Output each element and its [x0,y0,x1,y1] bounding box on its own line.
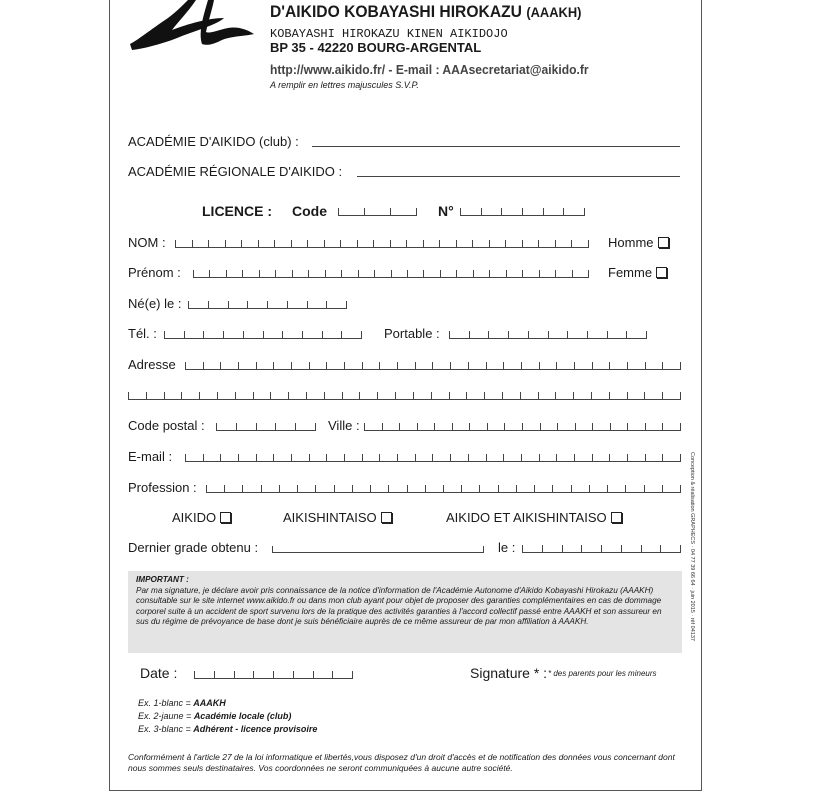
grade-date-field[interactable] [522,545,681,553]
prenom-label: Prénom : [128,265,181,280]
example-2: Ex. 2-jaune = Académie locale (club) [138,711,292,721]
fill-note: A remplir en lettres majuscules S.V.P. [270,80,419,90]
calligraphy-logo [128,0,258,52]
email-label: E-mail : [128,449,173,464]
code-postal-field[interactable] [216,423,316,431]
profession-field[interactable] [206,485,681,493]
profession-label: Profession : [128,480,197,495]
dernier-grade-label: Dernier grade obtenu : [128,540,259,555]
academie-club-label: ACADÉMIE D'AIKIDO (club) : [128,134,299,149]
licence-code-field[interactable] [338,208,417,216]
aikido-option[interactable]: AIKIDO [172,510,231,525]
web-email: http://www.aikido.fr/ - E-mail : AAAsecretariat@aikido.fr [270,62,589,77]
naissance-label: Né(e) le : [128,296,182,311]
naissance-field[interactable] [188,301,347,309]
code-postal-label: Code postal : [128,418,205,433]
tel-field[interactable] [164,331,362,339]
email-field[interactable] [185,454,681,462]
nom-field[interactable] [175,240,589,248]
postal-address: BP 35 - 42220 BOURG-ARGENTAL [270,40,482,55]
footer-legal: Conformément à l'article 27 de la loi informatique et libertés,vous disposez d'un droit d'accès et de notification des données vous concernant dont nous sommes seuls destinataires. Vos coordonnées ne seront communiquées à aucune autre société. [128,752,675,773]
academie-regionale-label: ACADÉMIE RÉGIONALE D'AIKIDO : [128,164,343,179]
prenom-field[interactable] [193,270,589,278]
aikido-checkbox[interactable] [220,512,231,523]
portable-label: Portable : [384,326,440,341]
code-label: Code [292,203,327,219]
important-notice [128,571,682,653]
date-label: Date : [140,665,178,681]
aikido-et-aikishintaiso-option[interactable]: AIKIDO ET AIKISHINTAISO [446,510,622,525]
femme-option[interactable]: Femme [608,265,667,280]
signature-label: Signature * : [470,665,548,681]
licence-label: LICENCE : [202,203,272,219]
aikishintaiso-checkbox[interactable] [381,512,392,523]
grade-date-label: le : [498,540,516,555]
femme-checkbox[interactable] [656,267,667,278]
aikido-et-aikishintaiso-checkbox[interactable] [611,512,622,523]
adresse-label: Adresse [128,357,176,372]
org-title: D'AIKIDO KOBAYASHI HIROKAZU (AAAKH) [270,2,582,21]
example-3: Ex. 3-blanc = Adhérent - licence provisoire [138,724,318,734]
aikishintaiso-option[interactable]: AIKISHINTAISO [283,510,392,525]
example-1: Ex. 1-blanc = AAAKH [138,698,226,708]
vertical-credit: Conception & réalisation GRAPHECS · 04 77 39 66 64 · juin 2015 · réf 04137 [689,452,695,641]
nom-label: NOM : [128,235,166,250]
homme-checkbox[interactable] [658,237,669,248]
important-title: IMPORTANT : [136,575,189,584]
important-text: Par ma signature, je déclare avoir pris connaissance de la notice d'information de l'Académie Autonome d'Aikido Kobayashi Hirokazu (AAAKH) consultable sur le site internet www.aikido.fr ou dans mon club ayant pour objet de proposer des garanties complémentaires en cas de dommage corporel suite à un accident de sport survenu lors de la pratique des activités garanties à l'accord collectif passé entre AAAKH et son assureur en sus du régime de prévoyance de base dont je suis bénéficiaire auprès de ce même assureur de par mon affiliation à AAAKH. [136,585,662,627]
dojo-name: KOBAYASHI HIROKAZU KINEN AIKIDOJO [270,27,508,41]
signature-note: * des parents pour les mineurs [548,669,657,678]
ville-label: Ville : [328,418,360,433]
licence-number-field[interactable] [460,208,585,216]
date-field[interactable] [194,671,353,679]
portable-field[interactable] [449,331,647,339]
numero-label: N° [438,203,454,219]
homme-option[interactable]: Homme [608,235,669,250]
academie-regionale-field[interactable] [357,176,680,177]
ville-field[interactable] [364,423,681,431]
adresse-field-2[interactable] [128,392,681,400]
tel-label: Tél. : [128,326,157,341]
adresse-field-1[interactable] [185,362,681,370]
academie-club-field[interactable] [312,146,680,147]
dernier-grade-field[interactable] [272,546,484,553]
